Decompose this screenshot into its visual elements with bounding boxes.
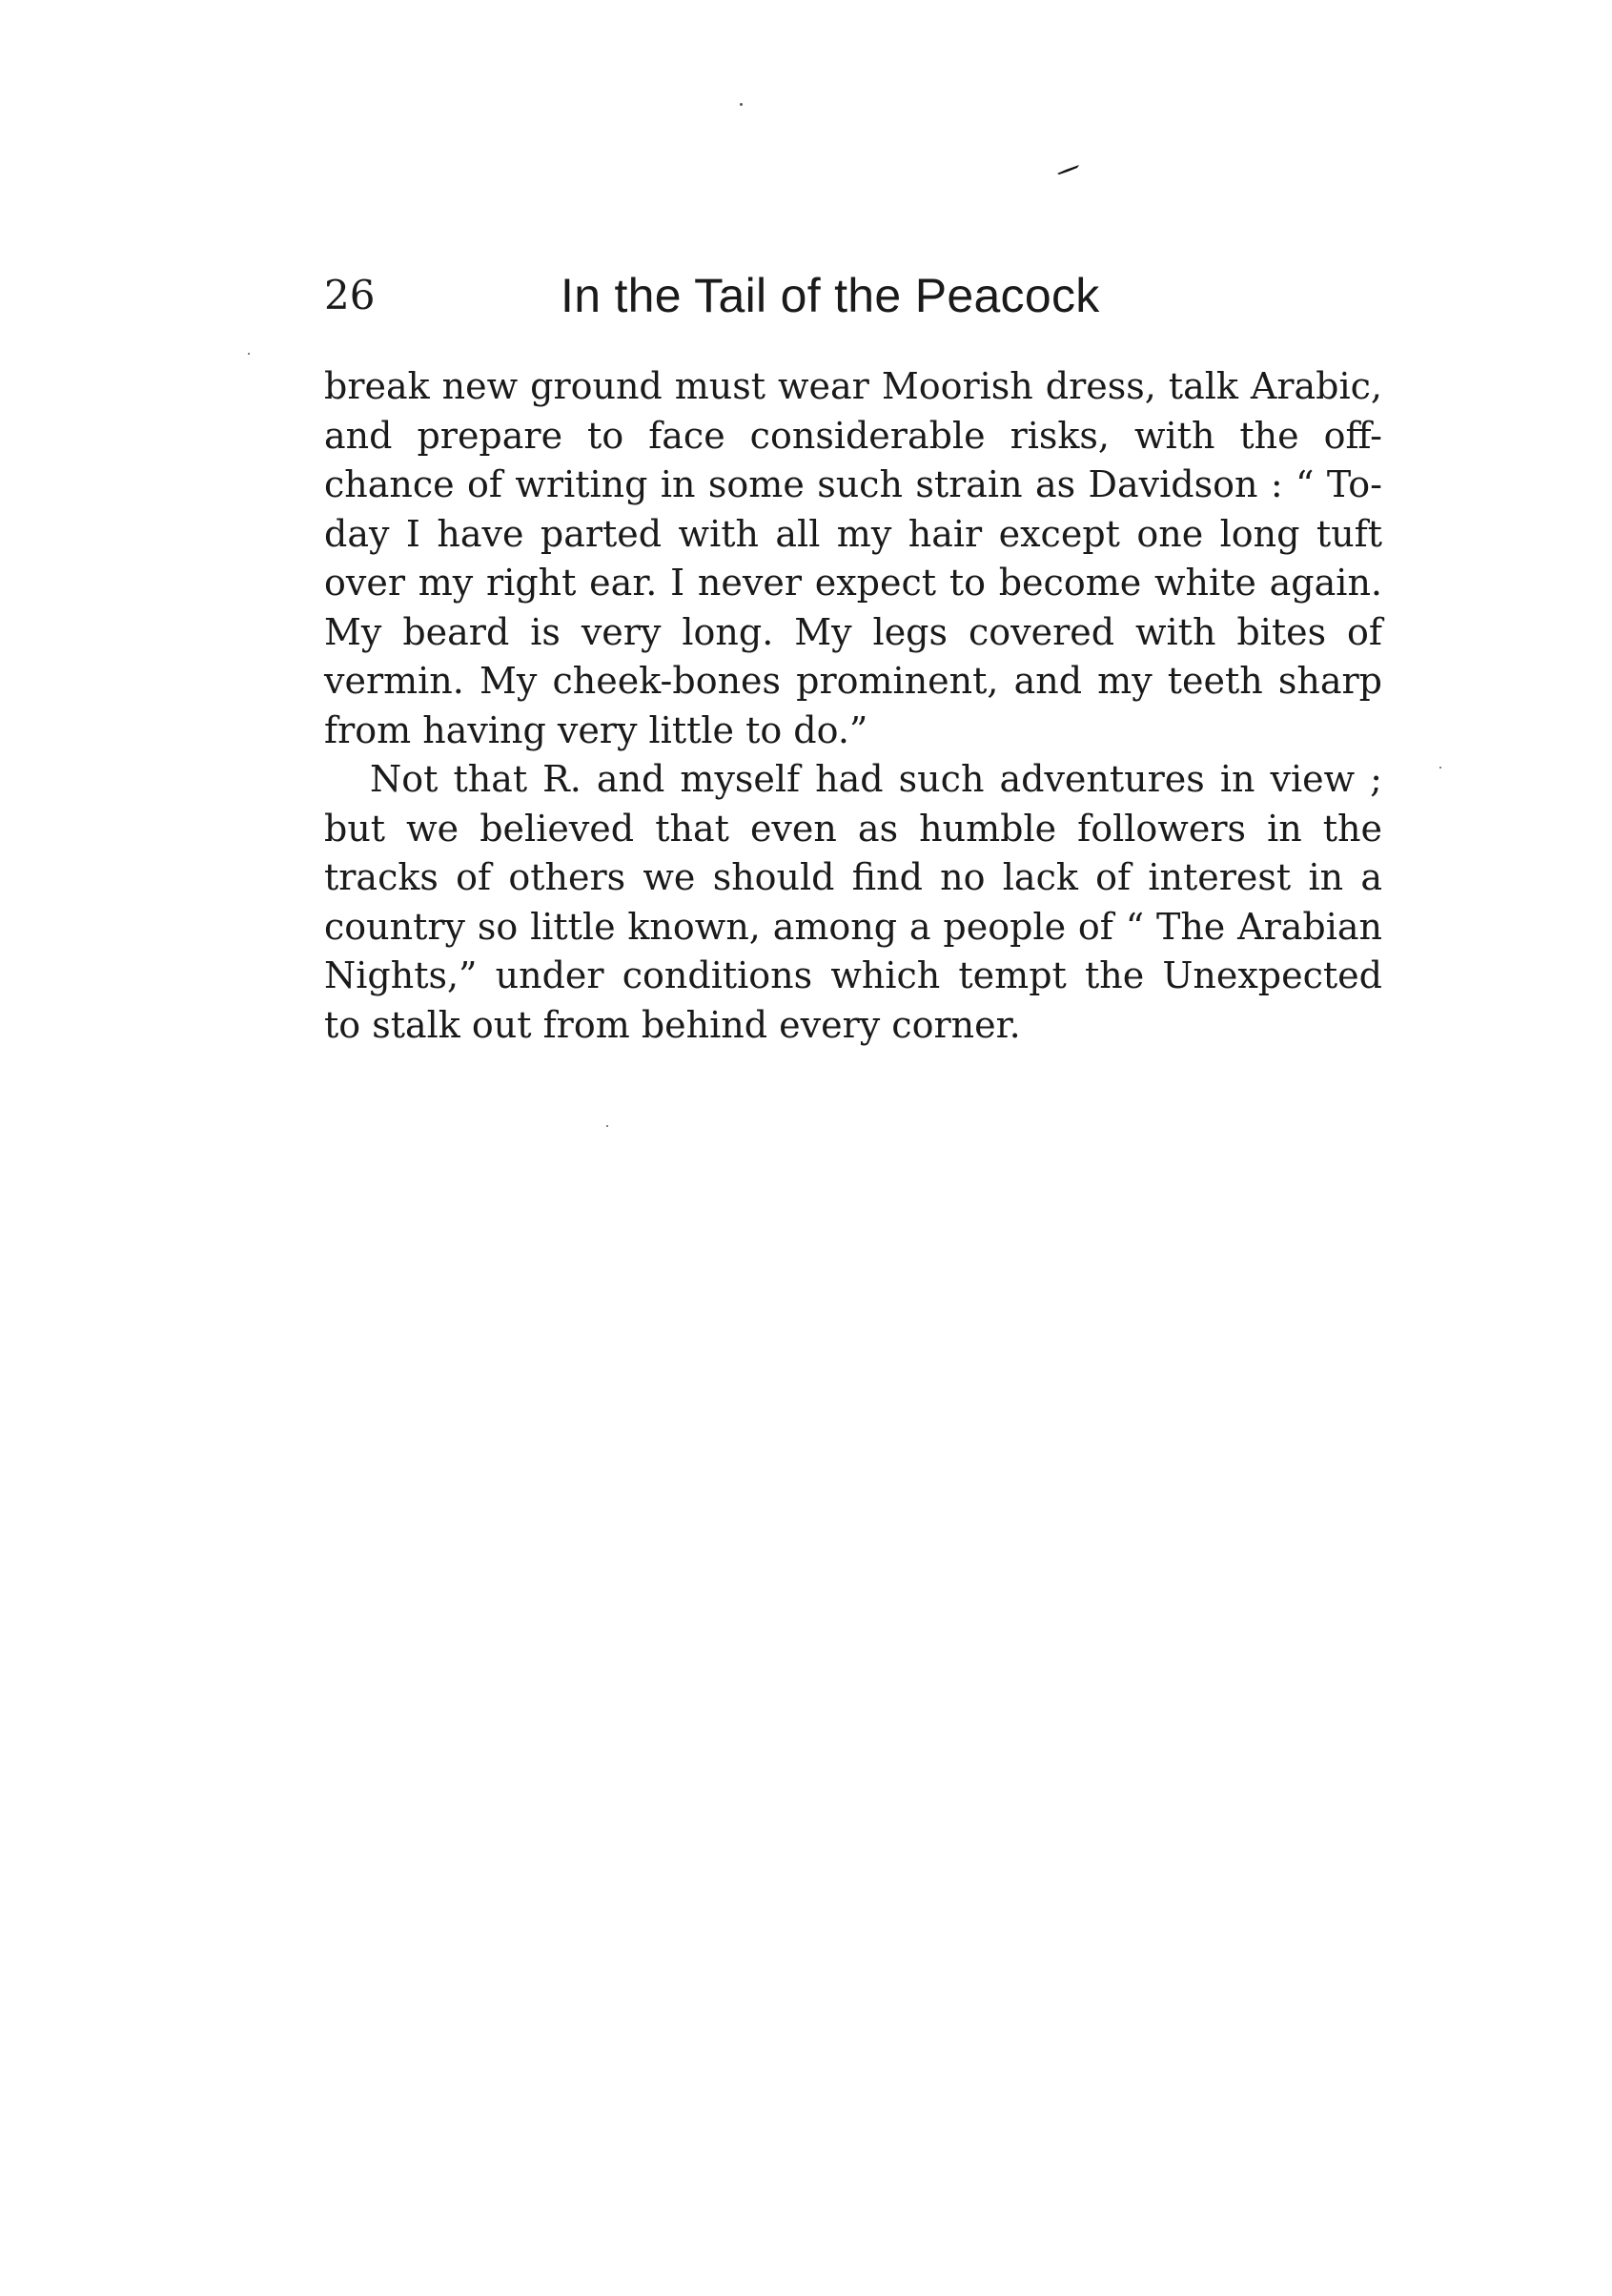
- speck: [606, 1125, 608, 1127]
- body-text: [324, 362, 1382, 1050]
- page-header: [324, 267, 1382, 334]
- speck: [248, 353, 250, 355]
- speck: [740, 103, 743, 106]
- paragraph: Not that R. and myself had such adventures in view ; but we believed that even as humble followers in the tracks of others we should find no lack of interest in a country so little known, among a people of “ The Arabian Nights,” under conditions which tempt the Unexpected to stalk out from behind every corner.: [324, 758, 1382, 1046]
- page-number: 26: [324, 272, 376, 318]
- running-title: In the Tail of the Peacock: [561, 269, 1100, 322]
- paragraph: break new ground must wear Moorish dress, talk Arabic, and prepare to face considerable risks, with the off-chance of writing in some such strain as Davidson : “ To-day I have parted with all my hair except one long tuft over my right ear. I never expect to become white again. My beard is very long. My legs covered with bites of vermin. My cheek-bones prominent, and my teeth sharp from having very little to do.”: [324, 365, 1382, 751]
- ink-mark: [1056, 164, 1081, 175]
- speck: [1439, 767, 1441, 769]
